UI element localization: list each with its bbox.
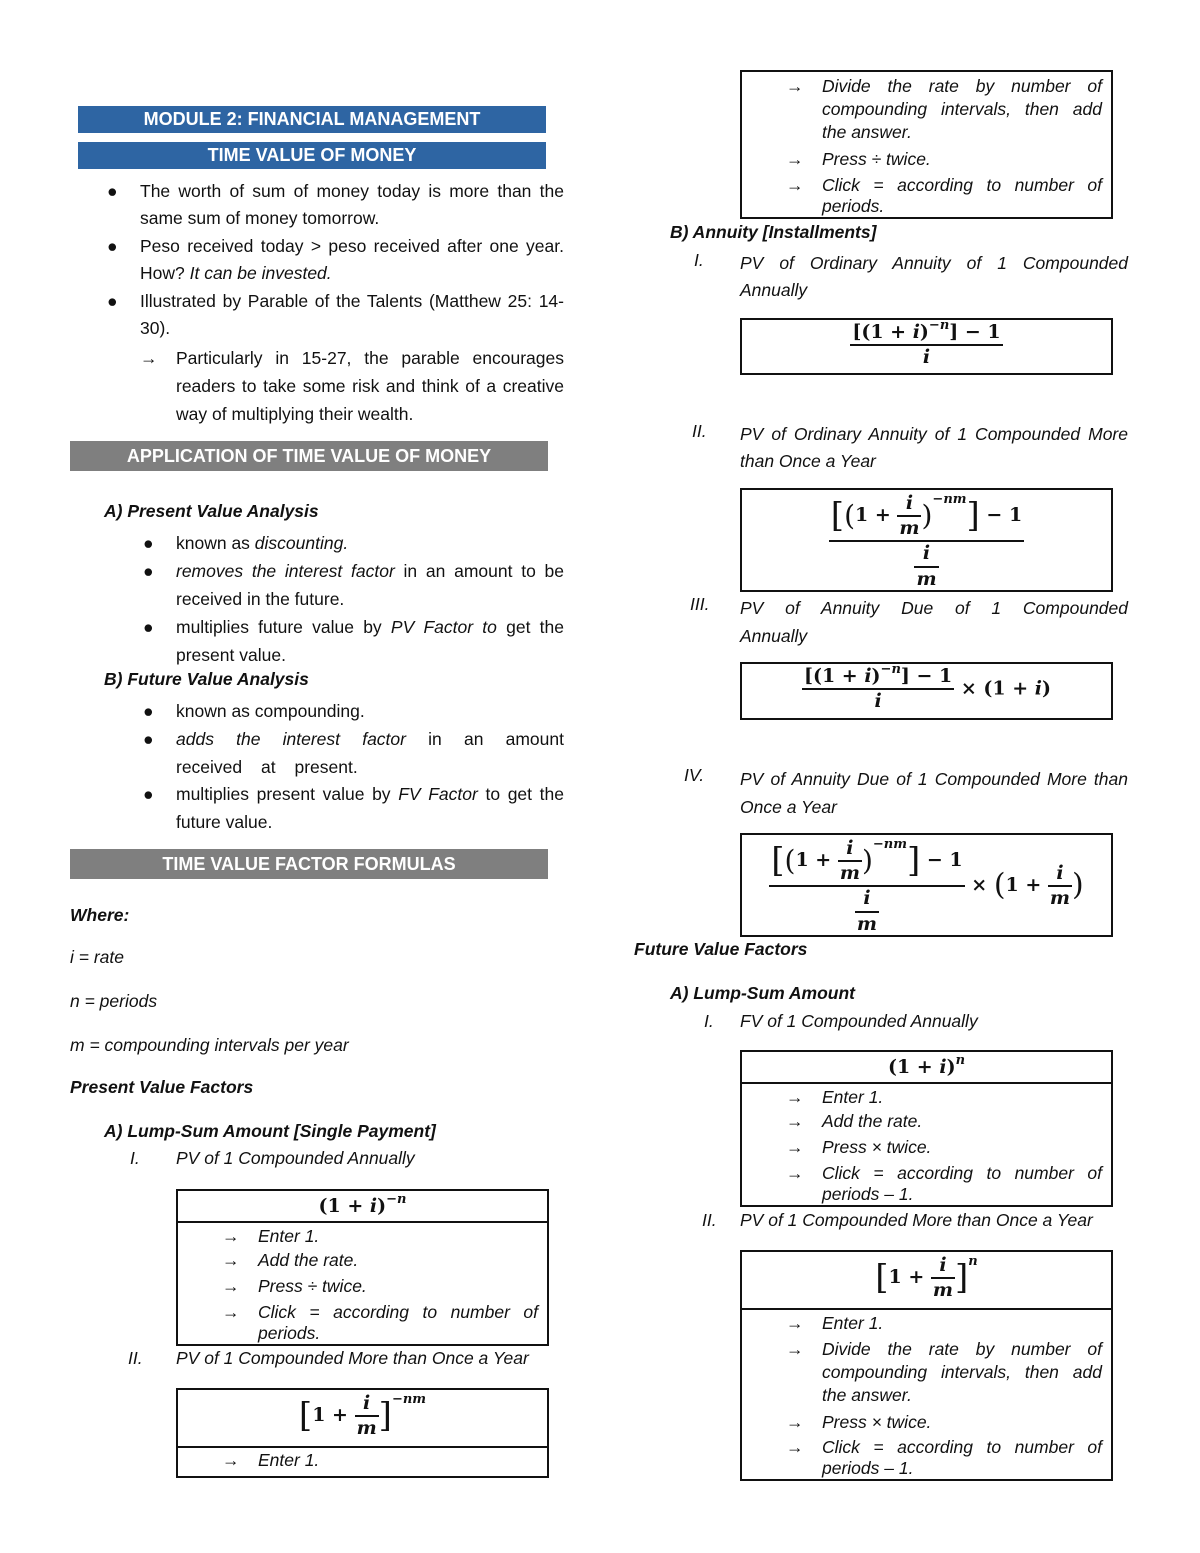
pv-factors-heading: Present Value Factors — [70, 1077, 254, 1097]
application-banner: APPLICATION OF TIME VALUE OF MONEY — [70, 441, 548, 471]
step-item: → Click = according to number of periods – 1. — [786, 1437, 1102, 1478]
formula-annuity-due-m: [(1 + $\frac{i}{m}$ )$^{-nm}$] − 1 $\frac{i}{m}$ — [771, 837, 963, 935]
bullet-icon: ● — [143, 617, 154, 637]
annuity-formula-box-1 — [740, 318, 1113, 375]
arrow-right-icon: → — [786, 1163, 804, 1183]
annuity-formula-box-2 — [740, 488, 1113, 592]
step-item: → Enter 1. — [222, 1450, 320, 1470]
annuity-title-3: PV of Annuity Due of 1 Compounded Annually — [740, 598, 1128, 646]
arrow-right-icon: → — [222, 1450, 240, 1470]
arrow-right-icon: → — [786, 1313, 804, 1333]
formula-annuity-ordinary: $\frac{[(1 + i)^{-n}] - 1}{i}$ — [852, 318, 1001, 369]
formula-fv-annual: $(1 + i)^n$ — [742, 1052, 1111, 1084]
step-item: → Press ÷ twice. — [222, 1276, 367, 1296]
step-item: → Enter 1. — [786, 1087, 884, 1107]
arrow-right-icon: → — [786, 1339, 804, 1359]
annuity-formula-box-4: [(1 + $\frac{i}{m}$ )$^{-nm}$] − 1 $\frac{i}{m}$ × (1 + $\frac{i}{m}$ ) — [740, 833, 1113, 937]
pv-lump-formula-box-2 — [176, 1388, 549, 1478]
fv-lump-roman-1: I. — [704, 1011, 714, 1031]
step-item: → Add the rate. — [222, 1250, 359, 1270]
annuity-roman-3: III. — [690, 594, 710, 614]
fv-analysis-heading: B) Future Value Analysis — [104, 669, 309, 689]
step-item: → Press ÷ twice. — [786, 149, 931, 169]
pv-lump-title-1: PV of 1 Compounded Annually — [176, 1148, 415, 1168]
step-item: → Click = according to number of periods. — [786, 175, 1102, 216]
arrow-right-icon: → — [786, 175, 804, 195]
formula-pv-m: [1 + $\frac{i}{m}$ ]$^{-nm}$ — [178, 1390, 547, 1448]
pv-lump-formula-box-2-continued — [740, 70, 1113, 219]
pv-lump-formula-box-1 — [176, 1189, 549, 1346]
intro-bullet-2: ● Peso received today > peso received after one year. How? It can be invested. — [140, 233, 564, 287]
bullet-icon: ● — [107, 181, 118, 201]
pv-lump-sum-heading: A) Lump-Sum Amount [Single Payment] — [104, 1121, 436, 1141]
formula-annuity-ordinary-m: [(1 + $\frac{i}{m}$ )$^{-nm}$] − 1 $\frac{i}{m}$ — [830, 492, 1023, 590]
intro-subpoint: → Particularly in 15-27, the parable encourages readers to take some risk and think of a creative way of multiplying their wealth. — [176, 344, 564, 428]
annuity-roman-1: I. — [694, 250, 704, 270]
pv-bullet-3: ● multiplies future value by PV Factor to get the present value. — [176, 613, 564, 669]
annuity-heading: B) Annuity [Installments] — [670, 222, 877, 242]
tvm-banner: TIME VALUE OF MONEY — [78, 142, 546, 169]
bullet-icon: ● — [143, 533, 154, 553]
fv-bullet-3: ● multiplies present value by FV Factor to get the future value. — [176, 780, 564, 836]
arrow-right-icon: → — [786, 1087, 804, 1107]
where-m: m = compounding intervals per year — [70, 1035, 349, 1055]
formula-annuity-due: $\frac{[(1 + i)^{-n}] - 1}{i}$ — [803, 662, 953, 713]
where-heading: Where: — [70, 905, 130, 925]
fv-lump-formula-box-1 — [740, 1050, 1113, 1207]
pv-bullet-2: ● removes the interest factor in an amount to be received in the future. — [176, 557, 564, 613]
pv-lump-roman-1: I. — [130, 1148, 140, 1168]
step-item: → Add the rate. — [786, 1111, 923, 1131]
bullet-icon: ● — [107, 236, 118, 256]
arrow-right-icon: → — [786, 149, 804, 169]
step-item: → Click = according to number of periods – 1. — [786, 1163, 1102, 1204]
arrow-right-icon: → — [786, 76, 804, 96]
arrow-right-icon: → — [140, 348, 158, 368]
fv-lump-title-1: FV of 1 Compounded Annually — [740, 1011, 978, 1031]
step-item: → Divide the rate by number of compounding intervals, then add the answer. — [786, 1339, 1102, 1405]
arrow-right-icon: → — [222, 1276, 240, 1296]
annuity-title-2: PV of Ordinary Annuity of 1 Compounded More than Once a Year — [740, 424, 1128, 471]
fv-bullet-1: ● known as compounding. — [176, 697, 564, 725]
formula-fv-m: [1 + $\frac{i}{m}$ ]$^n$ — [742, 1252, 1111, 1310]
arrow-right-icon: → — [222, 1226, 240, 1246]
step-item: → Press × twice. — [786, 1412, 932, 1432]
bullet-icon: ● — [143, 561, 154, 581]
step-item: → Enter 1. — [222, 1226, 320, 1246]
step-item: → Enter 1. — [786, 1313, 884, 1333]
module-title-banner: MODULE 2: FINANCIAL MANAGEMENT — [78, 106, 546, 133]
fv-lump-roman-2: II. — [702, 1210, 717, 1230]
where-i: i = rate — [70, 947, 124, 967]
step-item: → Click = according to number of periods. — [222, 1302, 538, 1343]
pv-lump-title-2: PV of 1 Compounded More than Once a Year — [176, 1348, 529, 1368]
step-item: → Press × twice. — [786, 1137, 932, 1157]
arrow-right-icon: → — [786, 1137, 804, 1157]
bullet-icon: ● — [143, 784, 154, 804]
formulas-banner: TIME VALUE FACTOR FORMULAS — [70, 849, 548, 879]
annuity-roman-2: II. — [692, 421, 707, 441]
bullet-icon: ● — [143, 729, 154, 749]
annuity-title-4: PV of Annuity Due of 1 Compounded More than Once a Year — [740, 769, 1128, 817]
formula-pv-annual: $(1 + i)^{-n}$ — [178, 1191, 547, 1223]
arrow-right-icon: → — [222, 1302, 240, 1322]
where-n: n = periods — [70, 991, 158, 1011]
pv-analysis-heading: A) Present Value Analysis — [104, 501, 319, 521]
fv-lump-formula-box-2 — [740, 1250, 1113, 1481]
fv-bullet-2: ● adds the interest factor in an amount received at present. — [176, 725, 564, 781]
annuity-formula-box-3: $\frac{[(1 + i)^{-n}] - 1}{i}$ × (1 + i) — [740, 662, 1113, 720]
annuity-roman-4: IV. — [684, 765, 705, 785]
bullet-icon: ● — [107, 291, 118, 311]
intro-bullet-1: ● The worth of sum of money today is more than the same sum of money tomorrow. — [140, 178, 564, 232]
annuity-title-1: PV of Ordinary Annuity of 1 Compounded Annually — [740, 253, 1128, 300]
fv-lump-title-2: PV of 1 Compounded More than Once a Year — [740, 1210, 1093, 1230]
arrow-right-icon: → — [786, 1437, 804, 1457]
bullet-icon: ● — [143, 701, 154, 721]
arrow-right-icon: → — [222, 1250, 240, 1270]
intro-bullet-3: ● Illustrated by Parable of the Talents (Matthew 25: 14-30). — [140, 288, 564, 342]
fv-lump-sum-heading: A) Lump-Sum Amount — [670, 983, 856, 1003]
arrow-right-icon: → — [786, 1111, 804, 1131]
pv-bullet-1: ● known as discounting. — [176, 529, 564, 557]
step-item: → Divide the rate by number of compounding intervals, then add the answer. — [786, 76, 1102, 142]
pv-lump-roman-2: II. — [128, 1348, 143, 1368]
fv-factors-heading: Future Value Factors — [634, 939, 808, 959]
arrow-right-icon: → — [786, 1412, 804, 1432]
